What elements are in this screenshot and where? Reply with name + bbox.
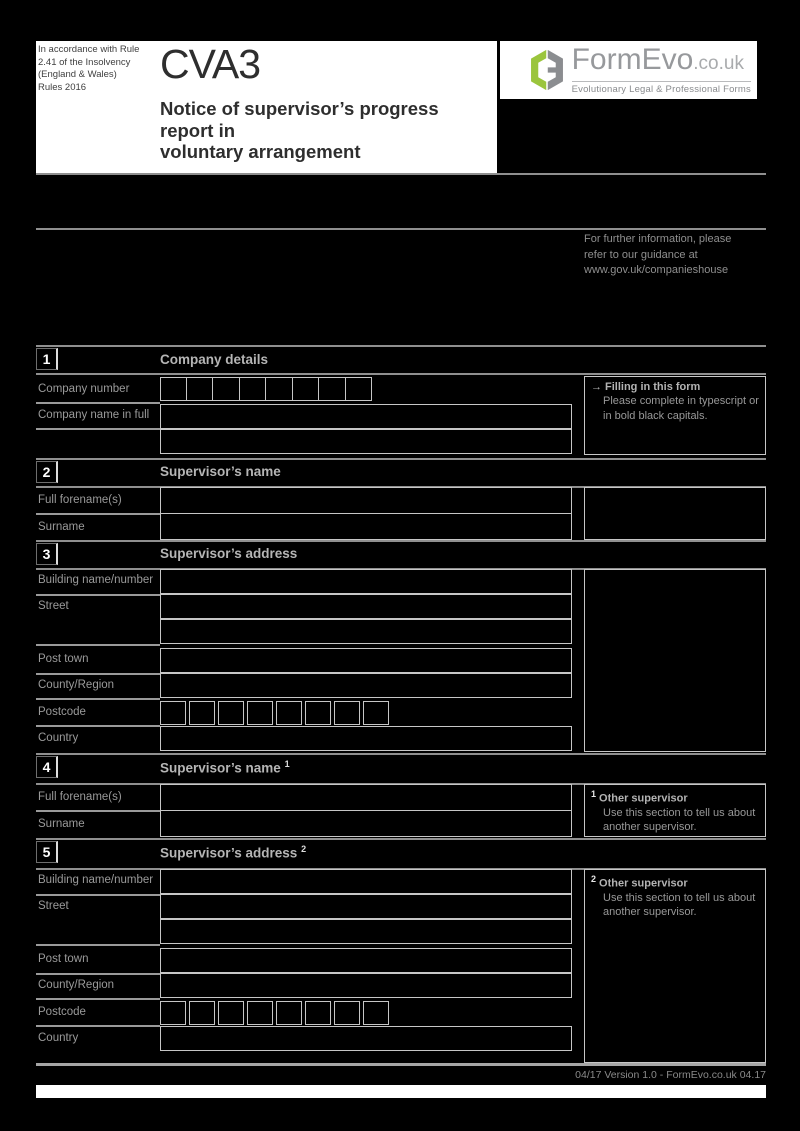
footer-line (36, 1063, 766, 1066)
section1-header-underline (36, 373, 766, 375)
company-name-input-2[interactable] (160, 429, 572, 454)
label-divider (36, 894, 160, 896)
logo-wordmark (572, 45, 751, 79)
postcode2-grid[interactable] (160, 1001, 389, 1025)
logo-text-block (572, 45, 751, 95)
label-divider (36, 402, 160, 404)
label-divider (36, 698, 160, 700)
further-information-note (584, 232, 731, 279)
company-number-grid[interactable] (160, 377, 372, 401)
form-title-line2: voluntary arrangement (160, 141, 361, 162)
country-label: Country (38, 732, 79, 744)
section3-guidance-box (584, 569, 766, 752)
section1-top-line (36, 345, 766, 347)
section5-title (160, 844, 306, 861)
label-divider (36, 513, 160, 515)
surname2-input[interactable] (160, 810, 572, 837)
arrow-icon: → (591, 381, 602, 393)
street2-input-2[interactable] (160, 919, 572, 944)
section1-title: Company details (160, 352, 269, 367)
label-divider (36, 810, 160, 812)
section4-number: 4 (36, 756, 58, 778)
compliance-line: Rules 2016 (38, 81, 87, 93)
compliance-line: In accordance with Rule (38, 44, 140, 55)
footnote-marker: 1 (591, 789, 597, 799)
formevo-logo (500, 41, 757, 99)
street2-label: Street (38, 900, 69, 912)
label-divider (36, 973, 160, 975)
guidance-body: Please complete in typescript or in bold black capitals. (603, 395, 759, 422)
surname2-label: Surname (38, 818, 85, 830)
logo-brand: FormEvo (571, 43, 694, 76)
forename2-label: Full forename(s) (38, 791, 122, 803)
section3-top-line (36, 540, 766, 542)
posttown-label: Post town (38, 653, 89, 665)
section2-title: Supervisor’s name (160, 464, 281, 479)
postcode-label: Postcode (38, 706, 86, 718)
postcode-grid[interactable] (160, 701, 389, 725)
section2-top-line (36, 458, 766, 460)
forename-input[interactable] (160, 487, 572, 514)
postcode2-label: Postcode (38, 1006, 86, 1018)
other-supervisor-guidance-box-1 (584, 784, 766, 837)
guidance-title: Filling in this form (605, 381, 701, 393)
info-line: refer to our guidance at (584, 248, 698, 261)
guidance-body: Use this section to tell us about another supervisor. (603, 891, 756, 919)
county2-label: County/Region (38, 979, 115, 991)
label-divider (36, 594, 160, 596)
country-input[interactable] (160, 726, 572, 751)
guidance-body: Use this section to tell us about another supervisor. (603, 806, 756, 834)
section3-number: 3 (36, 543, 58, 565)
company-name-input-1[interactable] (160, 404, 572, 429)
version-text: 04/17 Version 1.0 - FormEvo.co.uk 04.17 (575, 1069, 766, 1081)
label-divider (36, 725, 160, 727)
other-supervisor-guidance-box-2 (584, 869, 766, 1063)
county-input[interactable] (160, 673, 572, 698)
section4-top-line (36, 753, 766, 755)
section4-footnote-ref: 1 (284, 759, 290, 769)
section1-number: 1 (36, 348, 58, 370)
intro-divider-line (36, 228, 766, 230)
guidance-title-row (591, 874, 759, 890)
section3-title: Supervisor’s address (160, 546, 298, 561)
country2-input[interactable] (160, 1026, 572, 1051)
label-divider (36, 428, 160, 430)
info-line: For further information, please (584, 233, 732, 245)
label-divider (36, 673, 160, 675)
footnote-marker: 2 (591, 874, 597, 884)
surname-label: Surname (38, 521, 85, 533)
guidance-title: Other supervisor (599, 877, 688, 890)
posttown2-label: Post town (38, 953, 89, 965)
street2-input-1[interactable] (160, 894, 572, 919)
logo-tld: .co.uk (693, 53, 744, 74)
section2-number: 2 (36, 461, 58, 483)
forename2-input[interactable] (160, 784, 572, 811)
label-divider (36, 998, 160, 1000)
posttown2-input[interactable] (160, 948, 572, 973)
country2-label: Country (38, 1032, 79, 1044)
building2-input[interactable] (160, 869, 572, 894)
filling-in-form-guidance-box (584, 376, 766, 455)
company-name-label: Company name in full (38, 409, 150, 421)
section5-title-text: Supervisor’s address (160, 845, 298, 861)
building-input[interactable] (160, 569, 572, 594)
section5-number: 5 (36, 841, 58, 863)
street-label: Street (38, 600, 69, 612)
logo-tagline: Evolutionary Legal & Professional Forms (572, 81, 751, 95)
section5-footnote-ref: 2 (301, 844, 307, 854)
compliance-line: (England & Wales) (38, 69, 117, 80)
compliance-line: 2.41 of the Insolvency (38, 56, 131, 68)
section4-title (160, 759, 290, 776)
header-block (36, 41, 497, 173)
street-input-1[interactable] (160, 594, 572, 619)
compliance-note (38, 44, 158, 94)
county-label: County/Region (38, 679, 115, 691)
section4-title-text: Supervisor’s name (160, 760, 281, 776)
label-divider (36, 1025, 160, 1027)
label-divider (36, 644, 160, 646)
form-code: CVA3 (160, 41, 261, 87)
company-number-label: Company number (38, 383, 130, 395)
forename-label: Full forename(s) (38, 494, 122, 506)
county2-input[interactable] (160, 973, 572, 998)
section2-guidance-box (584, 487, 766, 540)
surname-input[interactable] (160, 513, 572, 540)
building-label: Building name/number (38, 574, 154, 586)
form-title (160, 98, 490, 163)
guidance-title-row (591, 381, 759, 393)
form-title-line1: Notice of supervisor’s progress report in (160, 98, 439, 141)
header-divider-line (36, 173, 766, 175)
label-divider (36, 944, 160, 946)
footer-bar (36, 1085, 766, 1098)
guidance-url: www.gov.uk/companieshouse (584, 264, 729, 276)
posttown-input[interactable] (160, 648, 572, 673)
guidance-title: Other supervisor (599, 792, 688, 805)
section5-top-line (36, 838, 766, 840)
street-input-2[interactable] (160, 619, 572, 644)
formevo-hexagon-icon (528, 49, 566, 91)
guidance-title-row (591, 789, 759, 805)
building2-label: Building name/number (38, 874, 154, 886)
